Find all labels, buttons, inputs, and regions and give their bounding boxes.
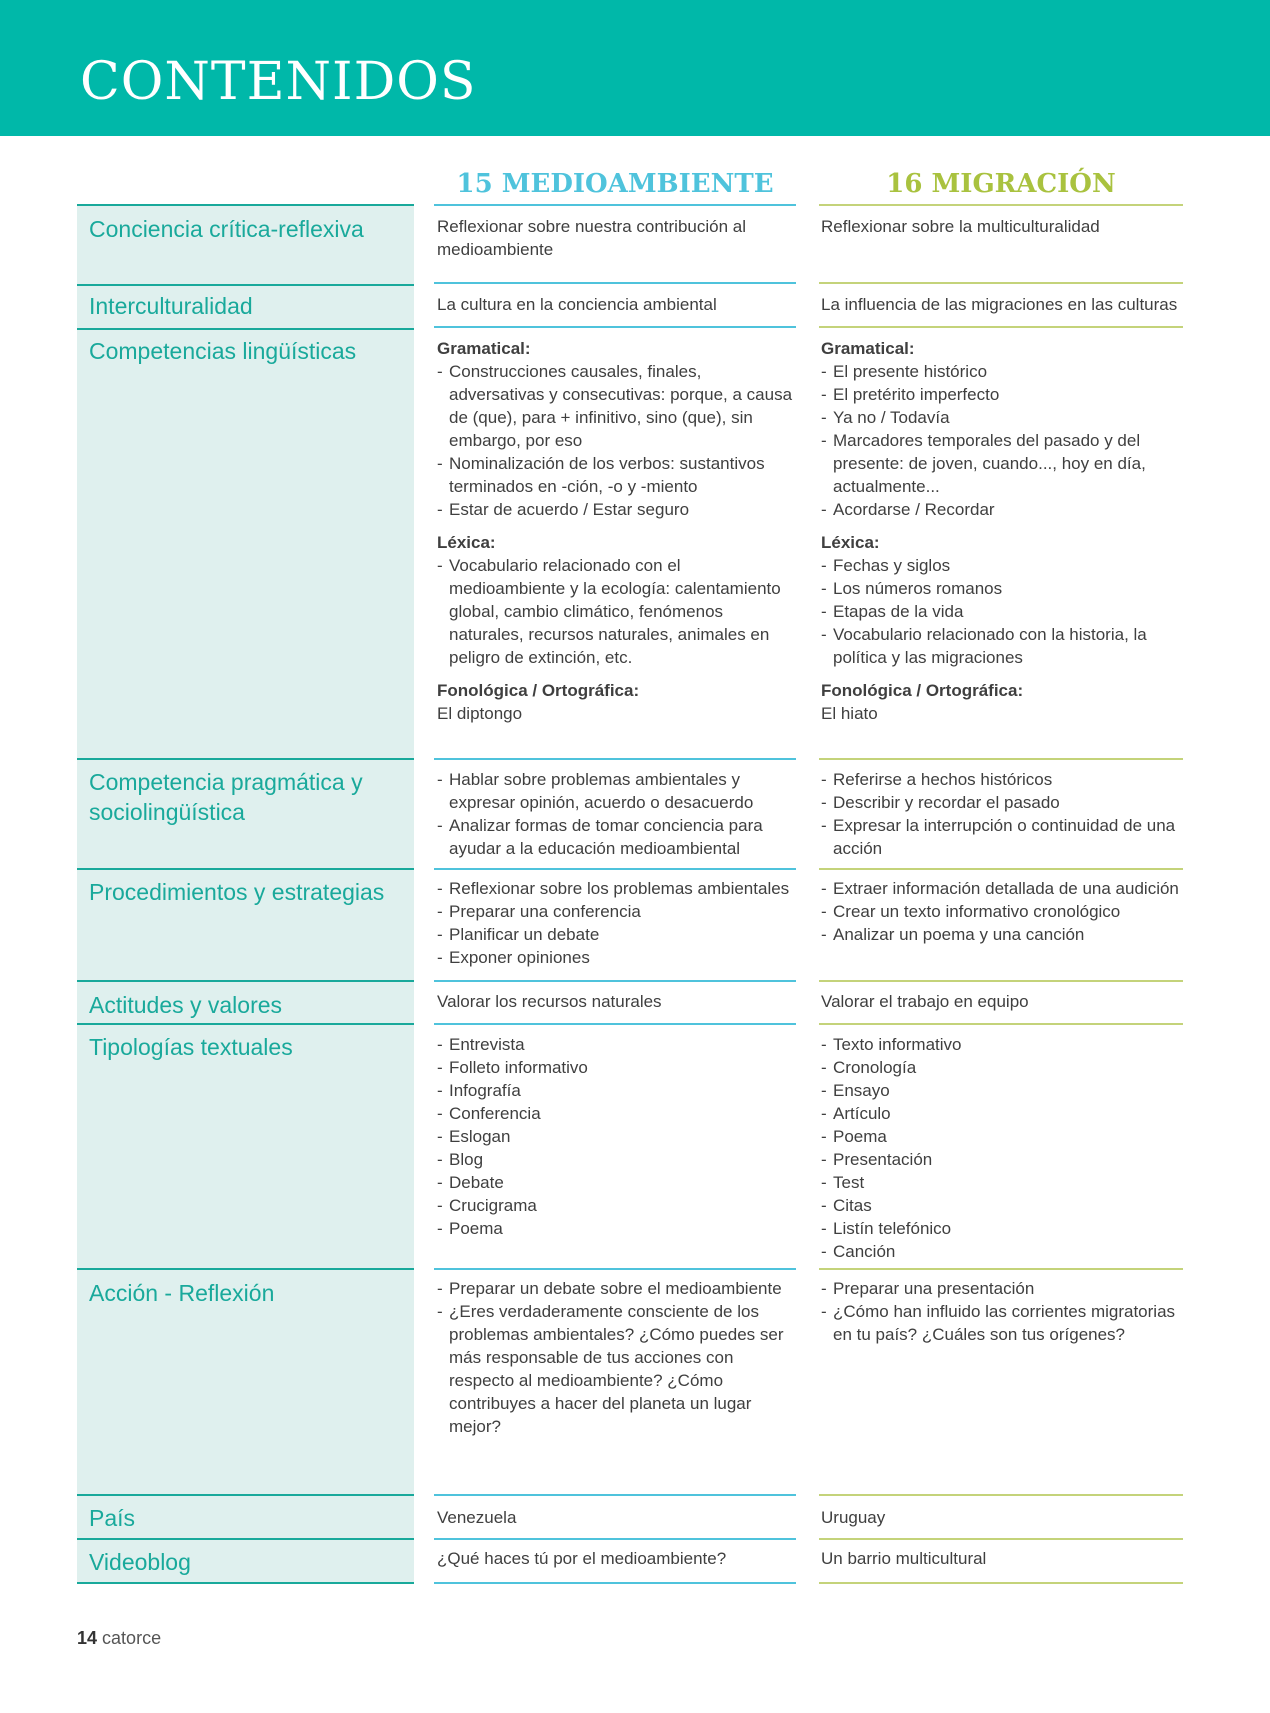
rule bbox=[819, 326, 1183, 328]
list-item: - Ya no / Todavía bbox=[821, 406, 1186, 429]
fonologica-value: El diptongo bbox=[437, 704, 523, 723]
list-item: - Expresar la interrupción o continuidad de una acción bbox=[821, 814, 1186, 860]
subheading-fonologica: Fonológica / Ortográfica: bbox=[821, 681, 1024, 700]
list-item: - Crucigrama bbox=[437, 1194, 797, 1217]
subheading-gramatical: Gramatical: bbox=[821, 339, 915, 358]
list-item: - El presente histórico bbox=[821, 360, 1186, 383]
page-title: CONTENIDOS bbox=[80, 52, 477, 112]
rule bbox=[77, 1268, 414, 1270]
list-item: - Vocabulario relacionado con el medioambiente y la ecología: calentamiento global, cambio climático, fenómenos naturales, recursos naturales, animales en peligro de extinción, etc. bbox=[437, 554, 797, 669]
rule bbox=[819, 282, 1183, 284]
subheading-lexica: Léxica: bbox=[821, 533, 880, 552]
cell-medioambiente-pais: Venezuela bbox=[437, 1508, 517, 1527]
rule bbox=[77, 284, 414, 286]
rule bbox=[434, 868, 796, 870]
rule bbox=[77, 980, 414, 982]
cell-migracion-tipologias bbox=[821, 1033, 1186, 1263]
list-item: - Analizar formas de tomar conciencia para ayudar a la educación medioambiental bbox=[437, 814, 797, 860]
list-item: - Analizar un poema y una canción bbox=[821, 923, 1186, 946]
cell-migracion-pais: Uruguay bbox=[821, 1508, 886, 1527]
list-item: - Test bbox=[821, 1171, 1186, 1194]
list-item: - Eslogan bbox=[437, 1125, 797, 1148]
list-item: - Referirse a hechos históricos bbox=[821, 768, 1186, 791]
list-item: - Infografía bbox=[437, 1079, 797, 1102]
cell-medioambiente-actitudes: Valorar los recursos naturales bbox=[437, 992, 662, 1011]
list-item: - Conferencia bbox=[437, 1102, 797, 1125]
row-label-interculturalidad: Interculturalidad bbox=[89, 293, 253, 319]
rule bbox=[819, 868, 1183, 870]
fonologica-value: El hiato bbox=[821, 704, 878, 723]
list-item: - Preparar una presentación bbox=[821, 1277, 1186, 1300]
list-item: - Cronología bbox=[821, 1056, 1186, 1079]
cell-medioambiente-pragmatica bbox=[437, 768, 797, 860]
rule bbox=[77, 1023, 414, 1025]
list-item: - Reflexionar sobre los problemas ambientales bbox=[437, 877, 797, 900]
list-item: - Listín telefónico bbox=[821, 1217, 1186, 1240]
column-header-medioambiente: 15 MEDIOAMBIENTE bbox=[456, 169, 774, 199]
rule bbox=[819, 204, 1183, 206]
list-item: - Canción bbox=[821, 1240, 1186, 1263]
rule bbox=[434, 1582, 796, 1584]
rule bbox=[77, 758, 414, 760]
row-label-tipologias: Tipologías textuales bbox=[89, 1034, 293, 1060]
rule bbox=[434, 1023, 796, 1025]
page-footer bbox=[77, 1628, 161, 1649]
cell-migracion-linguisticas bbox=[821, 337, 1186, 725]
cell-migracion-accion bbox=[821, 1277, 1186, 1346]
rule bbox=[77, 204, 414, 206]
list-item: - Poema bbox=[821, 1125, 1186, 1148]
rule bbox=[434, 758, 796, 760]
row-label-accion-reflexion: Acción - Reflexión bbox=[89, 1280, 275, 1306]
cell-medioambiente-accion bbox=[437, 1277, 797, 1438]
list-item: - Fechas y siglos bbox=[821, 554, 1186, 577]
rule bbox=[819, 1023, 1183, 1025]
rule bbox=[77, 1538, 414, 1540]
rule bbox=[819, 1268, 1183, 1270]
cell-medioambiente-linguisticas bbox=[437, 337, 797, 725]
cell-medioambiente-videoblog: ¿Qué haces tú por el medioambiente? bbox=[437, 1549, 727, 1568]
rule bbox=[77, 1582, 414, 1584]
rule bbox=[77, 1494, 414, 1496]
rule bbox=[434, 204, 796, 206]
list-item: - Describir y recordar el pasado bbox=[821, 791, 1186, 814]
rule bbox=[77, 328, 414, 330]
list-item: - Citas bbox=[821, 1194, 1186, 1217]
rule bbox=[819, 1582, 1183, 1584]
list-item: - Nominalización de los verbos: sustantivos terminados en -ción, -o y -miento bbox=[437, 452, 797, 498]
list-item: - Ensayo bbox=[821, 1079, 1186, 1102]
subheading-lexica: Léxica: bbox=[437, 533, 496, 552]
list-item: - Etapas de la vida bbox=[821, 600, 1186, 623]
list-item: - Entrevista bbox=[437, 1033, 797, 1056]
rule bbox=[434, 980, 796, 982]
list-item: - Construcciones causales, finales, adversativas y consecutivas: porque, a causa de (que), para + infinitivo, sino (que), sin embargo, por eso bbox=[437, 360, 797, 452]
row-label-conciencia: Conciencia crítica-reflexiva bbox=[89, 216, 364, 242]
cell-migracion-pragmatica bbox=[821, 768, 1186, 860]
list-item: - Estar de acuerdo / Estar seguro bbox=[437, 498, 797, 521]
list-item: - Poema bbox=[437, 1217, 797, 1240]
rule bbox=[434, 326, 796, 328]
rule bbox=[434, 1494, 796, 1496]
rule bbox=[434, 282, 796, 284]
cell-migracion-procedimientos bbox=[821, 877, 1186, 946]
rule bbox=[819, 758, 1183, 760]
list-item: - Marcadores temporales del pasado y del presente: de joven, cuando..., hoy en día, actualmente... bbox=[821, 429, 1186, 498]
row-label-procedimientos: Procedimientos y estrategias bbox=[89, 879, 385, 905]
list-item: - Los números romanos bbox=[821, 577, 1186, 600]
row-label-videoblog: Videoblog bbox=[89, 1549, 191, 1575]
list-item: - Crear un texto informativo cronológico bbox=[821, 900, 1186, 923]
subheading-gramatical: Gramatical: bbox=[437, 339, 531, 358]
rule bbox=[819, 1494, 1183, 1496]
cell-medioambiente-tipologias bbox=[437, 1033, 797, 1240]
list-item: - Preparar un debate sobre el medioambiente bbox=[437, 1277, 797, 1300]
page-header bbox=[0, 0, 1270, 136]
cell-medioambiente-conciencia: Reflexionar sobre nuestra contribución al medioambiente bbox=[437, 217, 747, 259]
list-item: - Folleto informativo bbox=[437, 1056, 797, 1079]
rule bbox=[77, 868, 414, 870]
cell-migracion-interculturalidad: La influencia de las migraciones en las culturas bbox=[821, 295, 1178, 314]
list-item: - Planificar un debate bbox=[437, 923, 797, 946]
list-item: - Vocabulario relacionado con la historia, la política y las migraciones bbox=[821, 623, 1186, 669]
rule bbox=[434, 1268, 796, 1270]
row-label-competencia-pragmatica: Competencia pragmática y sociolingüística bbox=[89, 769, 363, 825]
rule bbox=[819, 1538, 1183, 1540]
cell-medioambiente-interculturalidad: La cultura en la conciencia ambiental bbox=[437, 295, 717, 314]
row-label-pais: País bbox=[89, 1505, 136, 1531]
row-label-actitudes: Actitudes y valores bbox=[89, 992, 283, 1018]
cell-migracion-videoblog: Un barrio multicultural bbox=[821, 1549, 987, 1568]
page-number: 14 bbox=[77, 1628, 98, 1648]
list-item: - Artículo bbox=[821, 1102, 1186, 1125]
list-item: - Exponer opiniones bbox=[437, 946, 797, 969]
cell-migracion-conciencia: Reflexionar sobre la multiculturalidad bbox=[821, 217, 1100, 236]
cell-medioambiente-procedimientos bbox=[437, 877, 797, 969]
rule bbox=[819, 980, 1183, 982]
row-label-competencias-linguisticas: Competencias lingüísticas bbox=[89, 338, 357, 364]
column-header-migracion: 16 MIGRACIÓN bbox=[886, 169, 1116, 199]
list-item: - Texto informativo bbox=[821, 1033, 1186, 1056]
page-number-word: catorce bbox=[102, 1628, 162, 1648]
list-item: - Presentación bbox=[821, 1148, 1186, 1171]
list-item: - El pretérito imperfecto bbox=[821, 383, 1186, 406]
list-item: - Acordarse / Recordar bbox=[821, 498, 1186, 521]
list-item: - Blog bbox=[437, 1148, 797, 1171]
list-item: - Debate bbox=[437, 1171, 797, 1194]
list-item: - Hablar sobre problemas ambientales y expresar opinión, acuerdo o desacuerdo bbox=[437, 768, 797, 814]
list-item: - Preparar una conferencia bbox=[437, 900, 797, 923]
cell-migracion-actitudes: Valorar el trabajo en equipo bbox=[821, 992, 1029, 1011]
rule bbox=[434, 1538, 796, 1540]
list-item: - ¿Cómo han influido las corrientes migratorias en tu país? ¿Cuáles son tus orígenes? bbox=[821, 1300, 1186, 1346]
list-item: - Extraer información detallada de una audición bbox=[821, 877, 1186, 900]
list-item: - ¿Eres verdaderamente consciente de los problemas ambientales? ¿Cómo puedes ser más responsable de tus acciones con respecto al medioambiente? ¿Cómo contribuyes a hacer del planeta un lugar mejor? bbox=[437, 1300, 797, 1438]
subheading-fonologica: Fonológica / Ortográfica: bbox=[437, 681, 640, 700]
